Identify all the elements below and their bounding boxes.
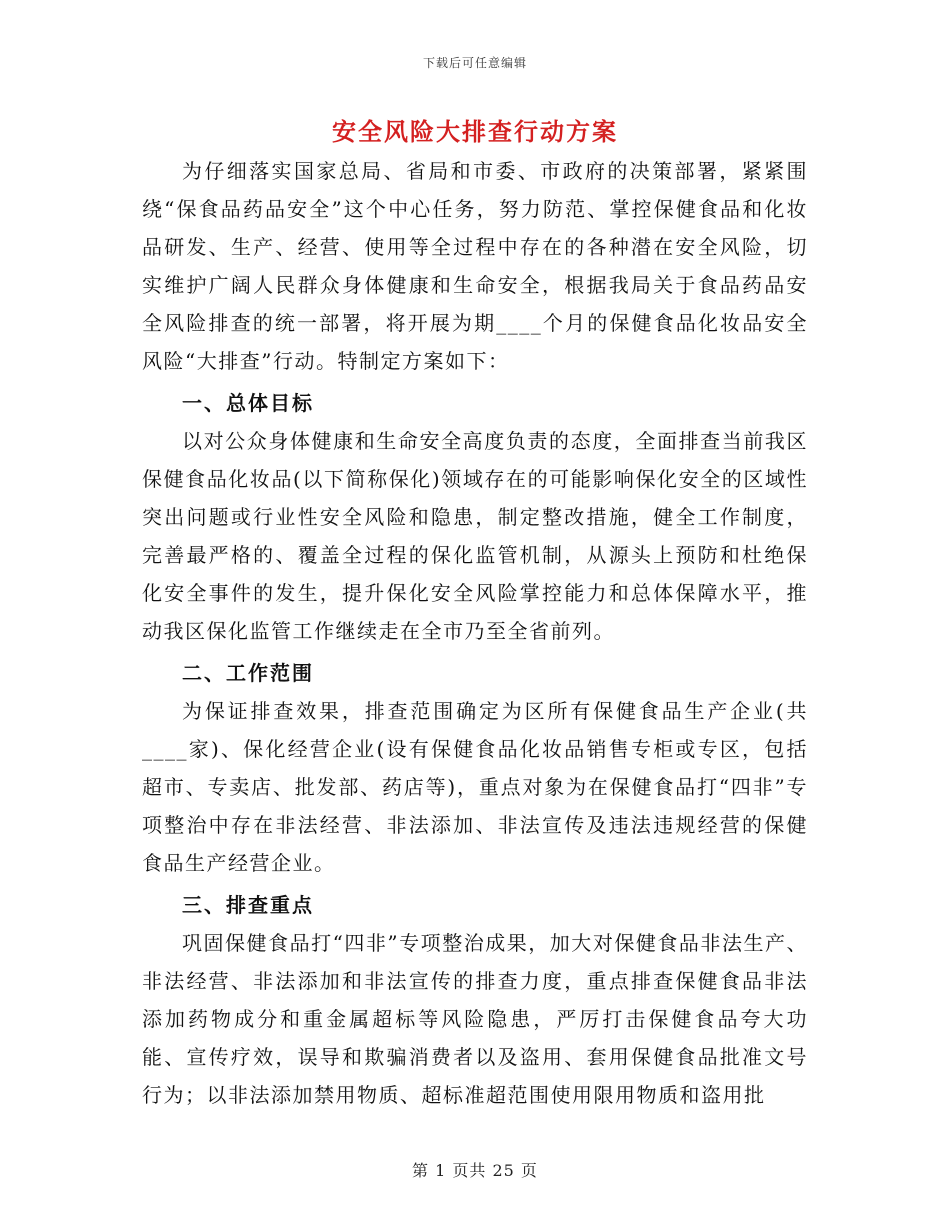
section-inspection-focus: [142, 882, 808, 1114]
section-paragraph: 以对公众身体健康和生命安全高度负责的态度，全面排查当前我区保健食品化妆品(以下简称保化)领域存在的可能影响保化安全的区域性突出问题或行业性安全风险和隐患，制定整改措施，健全工作制度，完善最严格的、覆盖全过程的保化监管机制，从源头上预防和杜绝保化安全事件的发生，提升保化安全风险掌控能力和总体保障水平，推动我区保化监管工作继续走在全市乃至全省前列。: [142, 429, 808, 643]
document-title: 安全风险大排查行动方案: [332, 117, 618, 146]
section-paragraph: 巩固保健食品打“四非”专项整治成果，加大对保健食品非法生产、非法经营、非法添加和非法宣传的排查力度，重点排查保健食品非法添加药物成分和重金属超标等风险隐患，严厉打击保健食品夸大功能、宣传疗效，误导和欺骗消费者以及盗用、套用保健食品批准文号行为；以非法添加禁用物质、超标准超范围使用限用物质和盗用批: [142, 931, 808, 1107]
section-overall-goal: [142, 380, 808, 650]
page-number: 第 1 页共 25 页: [412, 1161, 538, 1180]
section-heading: 一、总体目标: [182, 391, 314, 415]
section-work-scope: [142, 650, 808, 882]
section-heading: 二、工作范围: [182, 661, 314, 685]
page-header-note: 下载后可任意编辑: [422, 56, 527, 70]
section-paragraph: 为保证排查效果，排查范围确定为区所有保健食品生产企业(共____家)、保化经营企业(设有保健食品化妆品销售专柜或专区，包括超市、专卖店、批发部、药店等)，重点对象为在保健食品打“四非”专项整治中存在非法经营、非法添加、非法宣传及违法违规经营的保健食品生产经营企业。: [142, 699, 808, 875]
intro-paragraph: 为仔细落实国家总局、省局和市委、市政府的决策部署，紧紧围绕“保食品药品安全”这个中心任务，努力防范、掌控保健食品和化妆品研发、生产、经营、使用等全过程中存在的各种潜在安全风险，切实维护广阔人民群众身体健康和生命安全，根据我局关于食品药品安全风险排查的统一部署，将开展为期____个月的保健食品化妆品安全风险“大排查”行动。特制定方案如下：: [142, 159, 808, 373]
document-body: [142, 152, 808, 1114]
section-heading: 三、排查重点: [182, 893, 314, 917]
